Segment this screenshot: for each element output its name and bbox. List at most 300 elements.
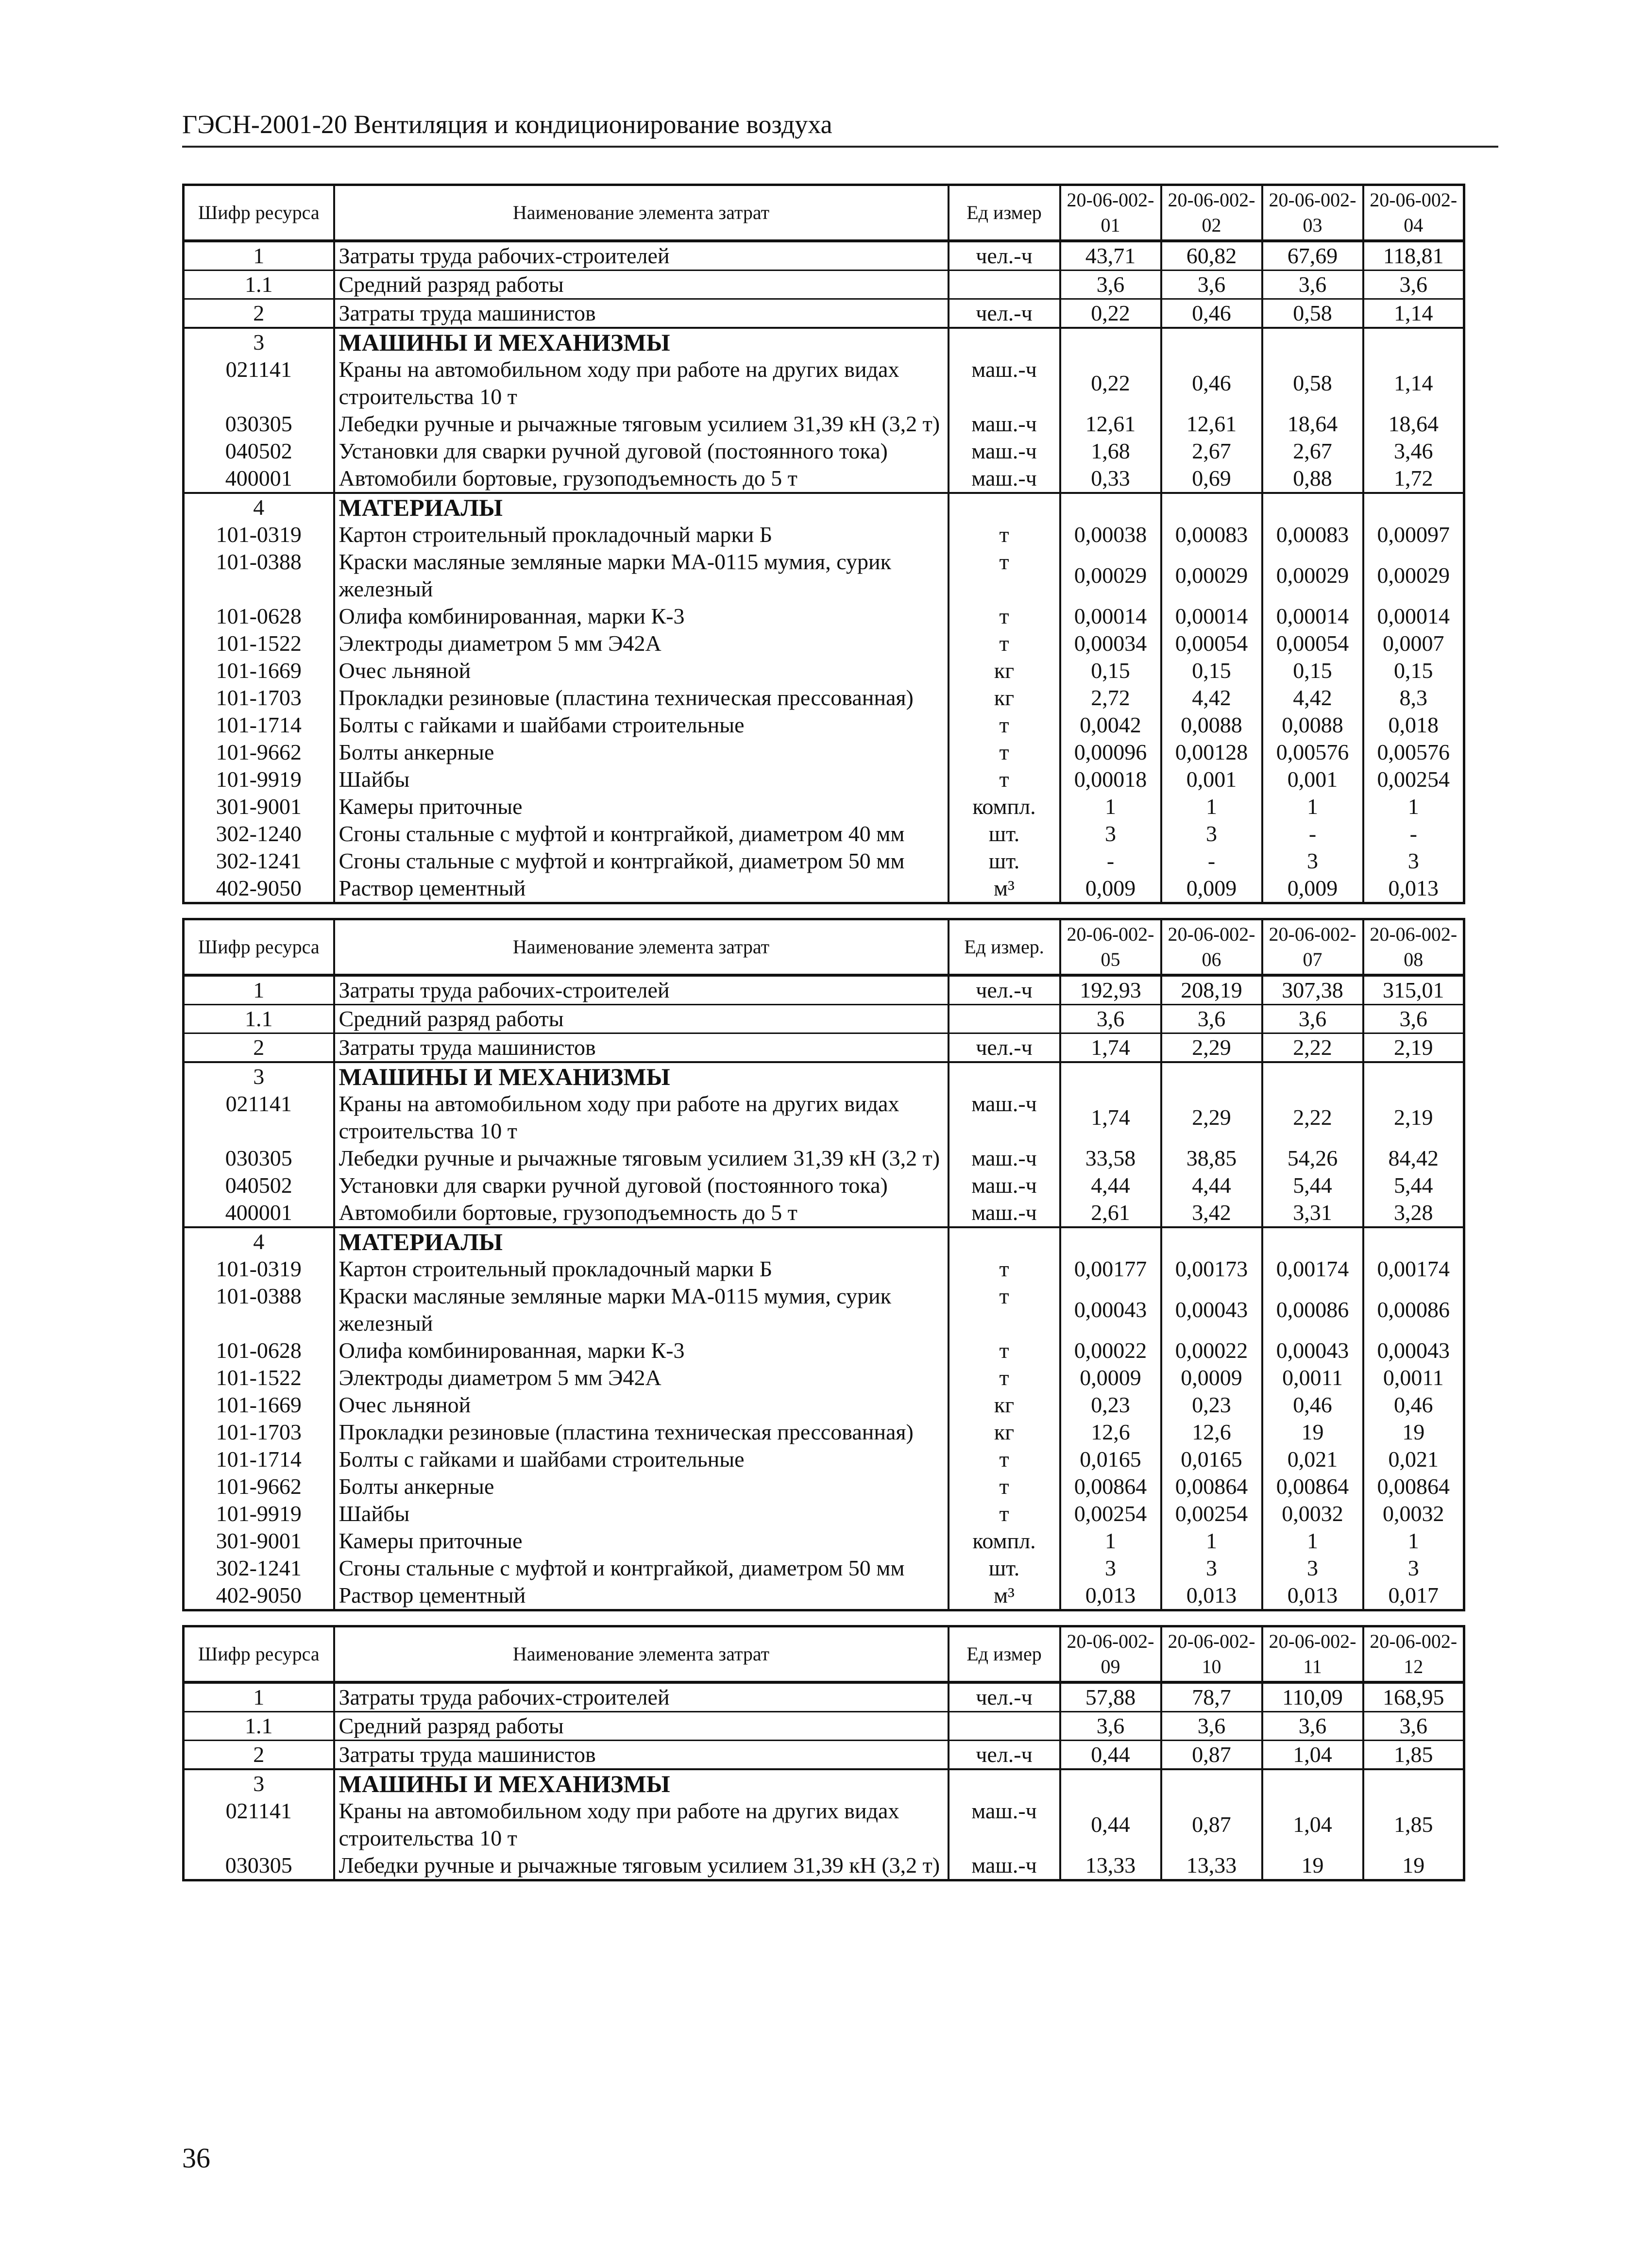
cell-value: 1,85 — [1363, 1741, 1464, 1770]
cell-value: 3,6 — [1060, 271, 1161, 299]
cell-value: 12,61 — [1161, 410, 1262, 438]
table-row — [184, 1582, 1464, 1610]
cell-value: 0,00128 — [1161, 739, 1262, 766]
cell-value: 0,00054 — [1262, 630, 1363, 657]
cost-element-name: Олифа комбинированная, марки К-3 — [334, 1337, 949, 1364]
cell-value: 0,46 — [1262, 1391, 1363, 1419]
table-row — [184, 1852, 1464, 1880]
column-header: Ед измер. — [949, 919, 1060, 976]
table-row — [184, 1199, 1464, 1227]
cell-value: 1 — [1363, 793, 1464, 820]
cell-value: 18,64 — [1363, 410, 1464, 438]
unit: маш.-ч — [949, 1852, 1060, 1880]
cell-value: 3,6 — [1262, 1005, 1363, 1033]
cell-value: 8,3 — [1363, 684, 1464, 711]
cell-value: 0,87 — [1161, 1741, 1262, 1770]
unit: шт. — [949, 847, 1060, 875]
unit: чел.-ч — [949, 975, 1060, 1005]
cell-value: 0,15 — [1363, 657, 1464, 684]
resource-code: 101-1703 — [184, 684, 334, 711]
cell-value: 0,00097 — [1363, 521, 1464, 548]
table-row — [184, 875, 1464, 903]
header-rule — [182, 146, 1498, 148]
unit: т — [949, 603, 1060, 630]
cost-element-name: Краски масляные земляные марки МА-0115 мумия, сурик железный — [334, 1283, 949, 1337]
cell-value: 3,6 — [1262, 271, 1363, 299]
cost-element-name: МАШИНЫ И МЕХАНИЗМЫ — [334, 1769, 949, 1797]
cell-value: 3,46 — [1363, 438, 1464, 465]
cell-value: 3 — [1363, 1555, 1464, 1582]
cell-value: 0,0088 — [1262, 711, 1363, 739]
cell-value: 0,00014 — [1262, 603, 1363, 630]
resource-code: 2 — [184, 299, 334, 328]
cell-value: 2,19 — [1363, 1033, 1464, 1063]
cell-value: - — [1363, 820, 1464, 847]
cell-value — [1262, 493, 1363, 521]
cost-element-name: Затраты труда машинистов — [334, 1741, 949, 1770]
table-row — [184, 603, 1464, 630]
cell-value: 0,15 — [1262, 657, 1363, 684]
cell-value: 0,00029 — [1060, 548, 1161, 603]
cell-value: 0,001 — [1262, 766, 1363, 793]
cell-value: - — [1060, 847, 1161, 875]
cost-element-name: МАШИНЫ И МЕХАНИЗМЫ — [334, 328, 949, 356]
column-header: 20-06-002-06 — [1161, 919, 1262, 976]
cell-value: 19 — [1262, 1419, 1363, 1446]
unit: чел.-ч — [949, 241, 1060, 271]
cell-value — [1363, 1062, 1464, 1090]
cell-value: 3,6 — [1060, 1005, 1161, 1033]
cost-element-name: Очес льняной — [334, 657, 949, 684]
table-row — [184, 465, 1464, 493]
resource-code: 101-0628 — [184, 1337, 334, 1364]
cell-value: 1,68 — [1060, 438, 1161, 465]
table-row — [184, 1090, 1464, 1145]
resource-code: 101-9662 — [184, 739, 334, 766]
resource-code: 2 — [184, 1033, 334, 1063]
column-header: 20-06-002-09 — [1060, 1626, 1161, 1683]
table-row — [184, 493, 1464, 521]
cost-element-name: Сгоны стальные с муфтой и контргайкой, диаметром 50 мм — [334, 847, 949, 875]
column-header: Шифр ресурса — [184, 1626, 334, 1683]
unit: маш.-ч — [949, 1090, 1060, 1145]
cell-value: 3,6 — [1060, 1712, 1161, 1741]
table-row — [184, 1391, 1464, 1419]
resource-code: 402-9050 — [184, 875, 334, 903]
resource-code: 101-1669 — [184, 1391, 334, 1419]
resource-code: 4 — [184, 1227, 334, 1255]
cell-value: 0,0032 — [1262, 1500, 1363, 1527]
cell-value: 0,009 — [1161, 875, 1262, 903]
column-header: Наименование элемента затрат — [334, 1626, 949, 1683]
unit: маш.-ч — [949, 410, 1060, 438]
unit — [949, 1005, 1060, 1033]
resource-code: 030305 — [184, 1145, 334, 1172]
cell-value: 3,42 — [1161, 1199, 1262, 1227]
cell-value: 0,0165 — [1060, 1446, 1161, 1473]
cell-value: 0,00054 — [1161, 630, 1262, 657]
unit — [949, 328, 1060, 356]
table-row — [184, 1005, 1464, 1033]
cell-value: 0,46 — [1161, 299, 1262, 328]
cost-element-name: МАШИНЫ И МЕХАНИЗМЫ — [334, 1062, 949, 1090]
table-row — [184, 1555, 1464, 1582]
resource-table — [182, 1625, 1465, 1881]
cell-value: 0,00177 — [1060, 1255, 1161, 1283]
cell-value: 3 — [1262, 847, 1363, 875]
cell-value: 2,72 — [1060, 684, 1161, 711]
cell-value: 0,00096 — [1060, 739, 1161, 766]
cell-value: 0,00086 — [1363, 1283, 1464, 1337]
cell-value: 0,0088 — [1161, 711, 1262, 739]
cost-element-name: Средний разряд работы — [334, 1712, 949, 1741]
table-row — [184, 1527, 1464, 1555]
table-header-row — [184, 185, 1464, 241]
cell-value: 0,46 — [1363, 1391, 1464, 1419]
resource-code: 021141 — [184, 1090, 334, 1145]
unit: т — [949, 739, 1060, 766]
resource-tables — [182, 184, 1463, 1881]
cost-element-name: Затраты труда рабочих-строителей — [334, 241, 949, 271]
cost-element-name: Болты анкерные — [334, 1473, 949, 1500]
table-row — [184, 356, 1464, 410]
cell-value: 1,72 — [1363, 465, 1464, 493]
column-header: 20-06-002-07 — [1262, 919, 1363, 976]
cell-value: 0,00018 — [1060, 766, 1161, 793]
resource-code: 2 — [184, 1741, 334, 1770]
cell-value: 0,44 — [1060, 1741, 1161, 1770]
unit: т — [949, 711, 1060, 739]
cell-value: 0,00864 — [1161, 1473, 1262, 1500]
cost-element-name: Затраты труда рабочих-строителей — [334, 1682, 949, 1712]
unit: чел.-ч — [949, 299, 1060, 328]
cell-value: 0,013 — [1363, 875, 1464, 903]
cost-element-name: Болты с гайками и шайбами строительные — [334, 711, 949, 739]
cell-value: 0,013 — [1262, 1582, 1363, 1610]
unit: маш.-ч — [949, 438, 1060, 465]
cell-value: 13,33 — [1060, 1852, 1161, 1880]
cell-value: 0,00174 — [1262, 1255, 1363, 1283]
cost-element-name: Установки для сварки ручной дуговой (постоянного тока) — [334, 1172, 949, 1199]
cell-value: - — [1262, 820, 1363, 847]
cell-value: 60,82 — [1161, 241, 1262, 271]
cell-value: 78,7 — [1161, 1682, 1262, 1712]
cost-element-name: Шайбы — [334, 1500, 949, 1527]
unit: шт. — [949, 1555, 1060, 1582]
cost-element-name: Средний разряд работы — [334, 1005, 949, 1033]
table-row — [184, 1419, 1464, 1446]
cost-element-name: Раствор цементный — [334, 875, 949, 903]
cell-value: 2,67 — [1161, 438, 1262, 465]
cost-element-name: Олифа комбинированная, марки К-3 — [334, 603, 949, 630]
cost-element-name: Электроды диаметром 5 мм Э42А — [334, 630, 949, 657]
cell-value: 0,0009 — [1060, 1364, 1161, 1391]
resource-code: 1.1 — [184, 271, 334, 299]
table-row — [184, 548, 1464, 603]
resource-code: 302-1241 — [184, 1555, 334, 1582]
cell-value — [1363, 493, 1464, 521]
cost-element-name: Раствор цементный — [334, 1582, 949, 1610]
column-header: 20-06-002-12 — [1363, 1626, 1464, 1683]
cell-value: 1,04 — [1262, 1797, 1363, 1852]
unit: т — [949, 548, 1060, 603]
cell-value: 0,58 — [1262, 299, 1363, 328]
cell-value: 0,22 — [1060, 356, 1161, 410]
cell-value: 19 — [1363, 1852, 1464, 1880]
unit: шт. — [949, 820, 1060, 847]
cell-value: 3,6 — [1363, 1005, 1464, 1033]
unit — [949, 493, 1060, 521]
cell-value — [1161, 493, 1262, 521]
cell-value: 0,0165 — [1161, 1446, 1262, 1473]
cell-value: 4,42 — [1161, 684, 1262, 711]
cell-value: 3,6 — [1262, 1712, 1363, 1741]
cell-value: 1 — [1262, 1527, 1363, 1555]
cost-element-name: Затраты труда машинистов — [334, 1033, 949, 1063]
cell-value: 0,00254 — [1363, 766, 1464, 793]
cell-value: 0,0011 — [1363, 1364, 1464, 1391]
unit: т — [949, 1255, 1060, 1283]
unit: м³ — [949, 1582, 1060, 1610]
cell-value: 3,31 — [1262, 1199, 1363, 1227]
cell-value — [1262, 328, 1363, 356]
column-header: 20-06-002-10 — [1161, 1626, 1262, 1683]
table-row — [184, 1062, 1464, 1090]
cell-value: 0,00864 — [1060, 1473, 1161, 1500]
table-row — [184, 1741, 1464, 1770]
cell-value: 0,00083 — [1161, 521, 1262, 548]
cost-element-name: Болты с гайками и шайбами строительные — [334, 1446, 949, 1473]
cell-value: 54,26 — [1262, 1145, 1363, 1172]
resource-code: 302-1241 — [184, 847, 334, 875]
cost-element-name: Прокладки резиновые (пластина техническая прессованная) — [334, 684, 949, 711]
cell-value: 3,6 — [1161, 271, 1262, 299]
cell-value: 0,00864 — [1262, 1473, 1363, 1500]
cell-value: 2,29 — [1161, 1090, 1262, 1145]
resource-code: 101-0319 — [184, 521, 334, 548]
cell-value: 0,15 — [1060, 657, 1161, 684]
cell-value: 1,85 — [1363, 1797, 1464, 1852]
cell-value: 3 — [1363, 847, 1464, 875]
cell-value: 0,46 — [1161, 356, 1262, 410]
cell-value: 0,44 — [1060, 1797, 1161, 1852]
table-row — [184, 1446, 1464, 1473]
cell-value: 12,6 — [1161, 1419, 1262, 1446]
resource-code: 101-1714 — [184, 711, 334, 739]
table-row — [184, 739, 1464, 766]
cell-value: 0,00014 — [1363, 603, 1464, 630]
cell-value: 1,14 — [1363, 299, 1464, 328]
cost-element-name: Шайбы — [334, 766, 949, 793]
cell-value: 84,42 — [1363, 1145, 1464, 1172]
table-row — [184, 328, 1464, 356]
cell-value: 0,021 — [1262, 1446, 1363, 1473]
table-row — [184, 1500, 1464, 1527]
resource-table — [182, 184, 1465, 904]
cell-value: 0,00576 — [1262, 739, 1363, 766]
cell-value: 0,00014 — [1060, 603, 1161, 630]
table-row — [184, 1255, 1464, 1283]
resource-code: 402-9050 — [184, 1582, 334, 1610]
unit: маш.-ч — [949, 356, 1060, 410]
cell-value: 18,64 — [1262, 410, 1363, 438]
cost-element-name: МАТЕРИАЛЫ — [334, 1227, 949, 1255]
cell-value — [1363, 1769, 1464, 1797]
table-row — [184, 1172, 1464, 1199]
cell-value: 3,6 — [1161, 1005, 1262, 1033]
cell-value: 5,44 — [1262, 1172, 1363, 1199]
cell-value: 33,58 — [1060, 1145, 1161, 1172]
cell-value: 1 — [1161, 1527, 1262, 1555]
table-row — [184, 410, 1464, 438]
cell-value: 2,22 — [1262, 1090, 1363, 1145]
column-header: 20-06-002-03 — [1262, 185, 1363, 241]
cell-value — [1060, 1227, 1161, 1255]
cell-value: 0,021 — [1363, 1446, 1464, 1473]
resource-code: 3 — [184, 1062, 334, 1090]
resource-code: 101-9919 — [184, 1500, 334, 1527]
resource-code: 021141 — [184, 1797, 334, 1852]
unit: чел.-ч — [949, 1033, 1060, 1063]
cost-element-name: Картон строительный прокладочный марки Б — [334, 521, 949, 548]
cell-value — [1060, 1062, 1161, 1090]
table-row — [184, 1227, 1464, 1255]
cell-value: 1 — [1060, 793, 1161, 820]
resource-code: 400001 — [184, 1199, 334, 1227]
table-row — [184, 1283, 1464, 1337]
cell-value: 0,00576 — [1363, 739, 1464, 766]
cost-element-name: Лебедки ручные и рычажные тяговым усилием 31,39 кН (3,2 т) — [334, 1852, 949, 1880]
resource-code: 040502 — [184, 438, 334, 465]
column-header: Шифр ресурса — [184, 919, 334, 976]
cell-value: 1,14 — [1363, 356, 1464, 410]
table-row — [184, 820, 1464, 847]
resource-code: 101-0388 — [184, 548, 334, 603]
cost-element-name: Затраты труда рабочих-строителей — [334, 975, 949, 1005]
cell-value: 1 — [1363, 1527, 1464, 1555]
resource-code: 101-1714 — [184, 1446, 334, 1473]
cost-element-name: Средний разряд работы — [334, 271, 949, 299]
cell-value: 12,6 — [1060, 1419, 1161, 1446]
page-number: 36 — [182, 2142, 210, 2174]
cell-value: 12,61 — [1060, 410, 1161, 438]
cell-value: 67,69 — [1262, 241, 1363, 271]
unit: чел.-ч — [949, 1741, 1060, 1770]
cell-value: 0,00173 — [1161, 1255, 1262, 1283]
cost-element-name: Краны на автомобильном ходу при работе на других видах строительства 10 т — [334, 1797, 949, 1852]
cell-value: 3 — [1161, 820, 1262, 847]
column-header: 20-06-002-08 — [1363, 919, 1464, 976]
cell-value: 19 — [1363, 1419, 1464, 1446]
cell-value: 0,00029 — [1262, 548, 1363, 603]
cell-value: - — [1161, 847, 1262, 875]
unit: компл. — [949, 1527, 1060, 1555]
cell-value: 1,74 — [1060, 1090, 1161, 1145]
cell-value: 4,44 — [1161, 1172, 1262, 1199]
cell-value — [1363, 1227, 1464, 1255]
cell-value — [1262, 1062, 1363, 1090]
cell-value: 38,85 — [1161, 1145, 1262, 1172]
table-row — [184, 793, 1464, 820]
unit: т — [949, 1500, 1060, 1527]
table-row — [184, 975, 1464, 1005]
cell-value: 0,001 — [1161, 766, 1262, 793]
resource-code: 040502 — [184, 1172, 334, 1199]
cost-element-name: Лебедки ручные и рычажные тяговым усилием 31,39 кН (3,2 т) — [334, 410, 949, 438]
cell-value: 1,04 — [1262, 1741, 1363, 1770]
unit: кг — [949, 657, 1060, 684]
cell-value: 43,71 — [1060, 241, 1161, 271]
cell-value: 0,00043 — [1161, 1283, 1262, 1337]
cell-value: 4,42 — [1262, 684, 1363, 711]
cell-value — [1262, 1227, 1363, 1255]
cost-element-name: Краны на автомобильном ходу при работе на других видах строительства 10 т — [334, 356, 949, 410]
cost-element-name: МАТЕРИАЛЫ — [334, 493, 949, 521]
cell-value: 0,00034 — [1060, 630, 1161, 657]
column-header: 20-06-002-01 — [1060, 185, 1161, 241]
cell-value: 19 — [1262, 1852, 1363, 1880]
column-header: 20-06-002-02 — [1161, 185, 1262, 241]
cell-value: 0,00014 — [1161, 603, 1262, 630]
resource-code: 1 — [184, 1682, 334, 1712]
resource-code: 302-1240 — [184, 820, 334, 847]
resource-code: 030305 — [184, 410, 334, 438]
resource-code: 101-0628 — [184, 603, 334, 630]
cell-value: 0,23 — [1161, 1391, 1262, 1419]
table-row — [184, 1769, 1464, 1797]
column-header: Ед измер — [949, 1626, 1060, 1683]
table-row — [184, 711, 1464, 739]
cost-element-name: Камеры приточные — [334, 793, 949, 820]
resource-code: 301-9001 — [184, 793, 334, 820]
cell-value: 5,44 — [1363, 1172, 1464, 1199]
cost-element-name: Очес льняной — [334, 1391, 949, 1419]
cell-value — [1161, 1062, 1262, 1090]
cost-element-name: Камеры приточные — [334, 1527, 949, 1555]
table-header-row — [184, 1626, 1464, 1683]
table-row — [184, 847, 1464, 875]
unit — [949, 1227, 1060, 1255]
resource-code: 3 — [184, 328, 334, 356]
cell-value: 0,017 — [1363, 1582, 1464, 1610]
unit — [949, 271, 1060, 299]
cell-value: 0,33 — [1060, 465, 1161, 493]
cell-value: 0,00083 — [1262, 521, 1363, 548]
cell-value: 13,33 — [1161, 1852, 1262, 1880]
cell-value: 0,00038 — [1060, 521, 1161, 548]
cost-element-name: Лебедки ручные и рычажные тяговым усилием 31,39 кН (3,2 т) — [334, 1145, 949, 1172]
resource-code: 3 — [184, 1769, 334, 1797]
table-row — [184, 1682, 1464, 1712]
cell-value: 0,00029 — [1161, 548, 1262, 603]
table-row — [184, 657, 1464, 684]
cell-value: 1 — [1262, 793, 1363, 820]
unit: маш.-ч — [949, 1145, 1060, 1172]
cost-element-name: Краны на автомобильном ходу при работе на других видах строительства 10 т — [334, 1090, 949, 1145]
cell-value: 0,00022 — [1060, 1337, 1161, 1364]
column-header: Наименование элемента затрат — [334, 185, 949, 241]
resource-code: 101-1522 — [184, 1364, 334, 1391]
cell-value: 0,0009 — [1161, 1364, 1262, 1391]
cell-value — [1060, 1769, 1161, 1797]
unit: т — [949, 1283, 1060, 1337]
cell-value: 0,009 — [1060, 875, 1161, 903]
table-row — [184, 766, 1464, 793]
unit: т — [949, 1473, 1060, 1500]
unit: маш.-ч — [949, 1172, 1060, 1199]
unit — [949, 1062, 1060, 1090]
cost-element-name: Краски масляные земляные марки МА-0115 мумия, сурик железный — [334, 548, 949, 603]
